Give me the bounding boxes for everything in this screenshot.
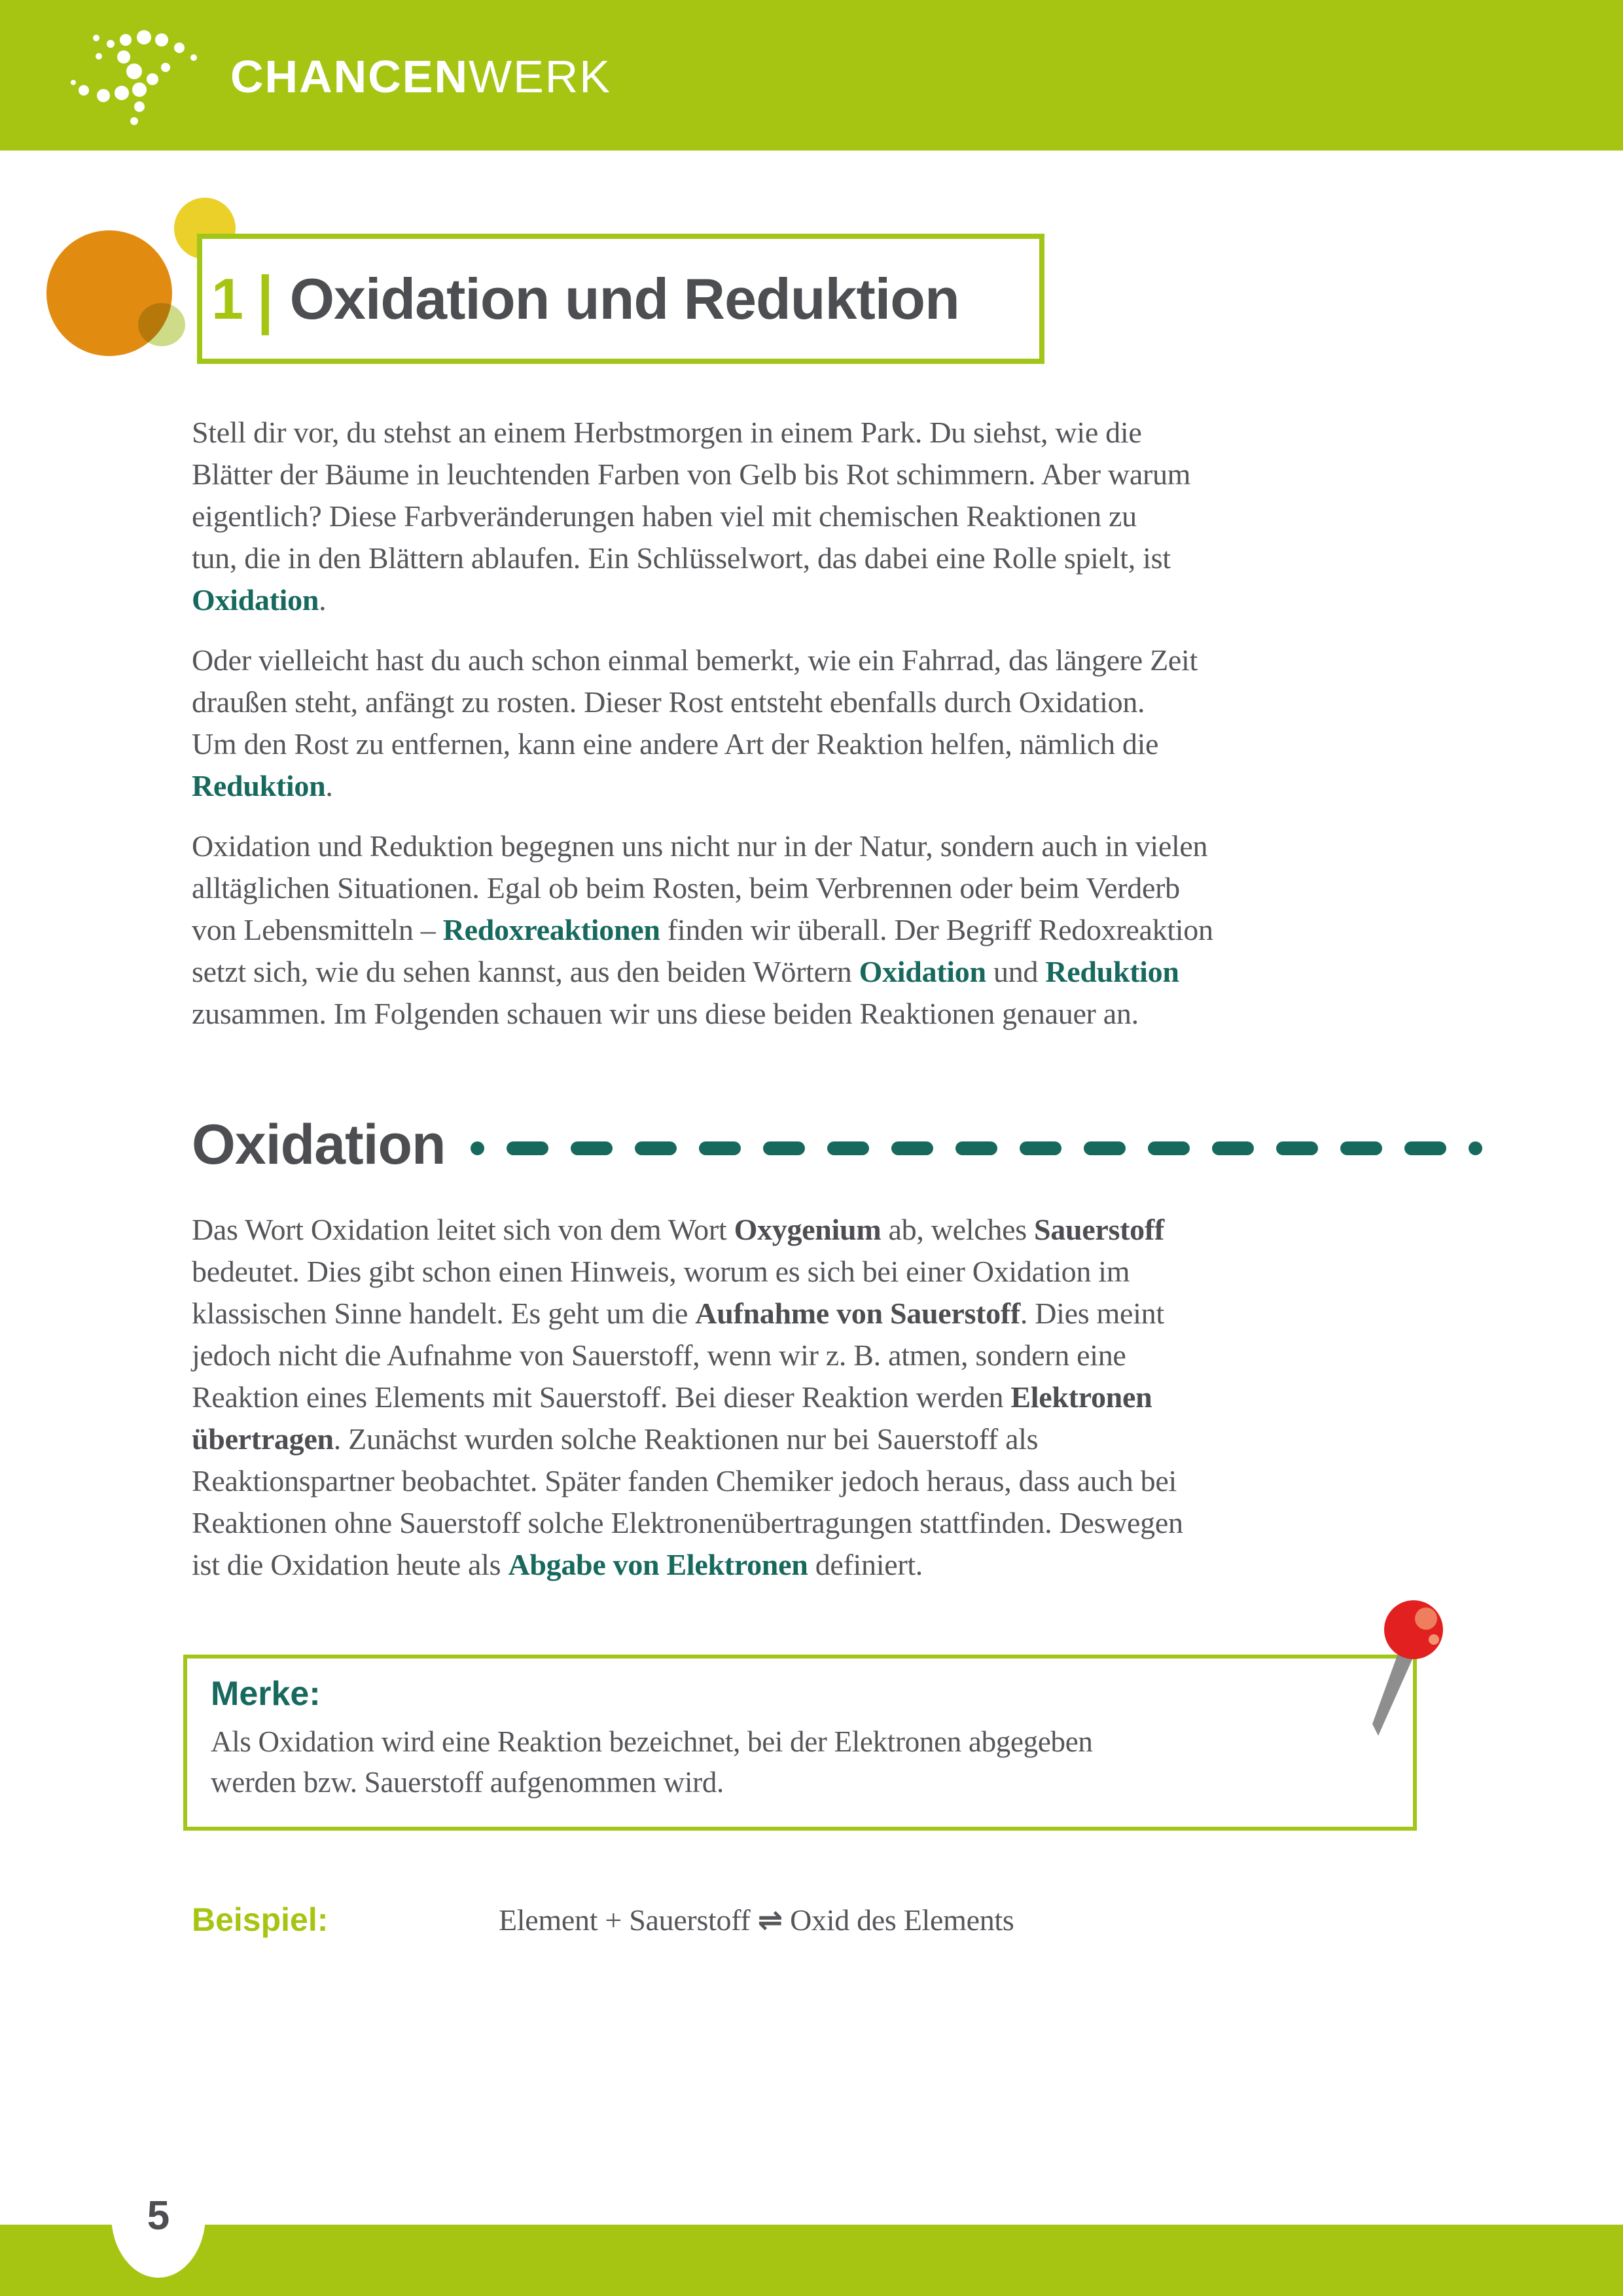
text-segment: zusammen. Im Folgenden schauen wir uns diese beiden Reaktionen genauer an. <box>192 997 1139 1030</box>
text-segment: eigentlich? Diese Farbveränderungen haben viel mit chemischen Reaktionen zu <box>192 499 1137 533</box>
chapter-separator: | <box>257 262 273 335</box>
text-segment: Oxygenium <box>734 1213 882 1246</box>
text-line <box>192 1460 1442 1502</box>
text-segment: Das Wort Oxidation leitet sich von dem Wort <box>192 1213 734 1246</box>
text-line <box>192 723 1442 765</box>
merke-label: Merke: <box>211 1675 321 1713</box>
text-line <box>192 1335 1442 1376</box>
paragraph <box>211 1721 1093 1803</box>
text-segment: draußen steht, anfängt zu rosten. Dieser Rost entsteht ebenfalls durch Oxidation. <box>192 685 1145 719</box>
text-segment: übertragen <box>192 1422 334 1456</box>
merke-box <box>183 1655 1417 1831</box>
text-line <box>192 1251 1442 1293</box>
paragraph <box>192 825 1442 1035</box>
text-segment: . <box>325 769 333 802</box>
text-segment: Blätter der Bäume in leuchtenden Farben von Gelb bis Rot schimmern. Aber warum <box>192 457 1191 491</box>
text-segment: und <box>986 955 1046 988</box>
text-line <box>192 951 1442 993</box>
header-bar <box>0 0 1623 151</box>
dashed-divider <box>471 1141 1482 1155</box>
chapter-number: 1 <box>211 266 243 331</box>
text-segment: definiert. <box>808 1548 923 1581</box>
text-line <box>192 495 1442 537</box>
text-line <box>192 765 1442 807</box>
brand-wordmark <box>230 51 611 102</box>
push-pin-icon <box>1335 1589 1472 1759</box>
text-line <box>192 454 1442 495</box>
text-segment: jedoch nicht die Aufnahme von Sauerstoff, wenn wir z. B. atmen, sondern eine <box>192 1338 1126 1372</box>
beispiel-label: Beispiel: <box>192 1901 329 1938</box>
text-segment: klassischen Sinne handelt. Es geht um die <box>192 1297 696 1330</box>
text-segment: Sauerstoff <box>1034 1213 1164 1246</box>
text-segment: Um den Rost zu entfernen, kann eine andere Art der Reaktion helfen, nämlich die <box>192 727 1159 761</box>
merke-text <box>211 1721 1093 1821</box>
paragraph <box>192 639 1442 807</box>
paragraph <box>192 1209 1442 1586</box>
lightgreen-circle-decoration <box>138 303 185 346</box>
text-segment: setzt sich, wie du sehen kannst, aus den beiden Wörtern <box>192 955 859 988</box>
beispiel-row <box>192 1897 1442 1943</box>
brand-bold: CHANCEN <box>230 51 469 102</box>
text-line <box>192 825 1442 867</box>
chapter-title-box <box>197 234 1044 364</box>
text-segment: von Lebensmitteln – <box>192 913 443 946</box>
text-line <box>192 1293 1442 1335</box>
text-segment: Reaktionspartner beobachtet. Später fanden Chemiker jedoch heraus, dass auch bei <box>192 1464 1177 1498</box>
text-segment: bedeutet. Dies gibt schon einen Hinweis, worum es sich bei einer Oxidation im <box>192 1255 1130 1288</box>
text-segment: . <box>319 583 327 617</box>
text-segment: Reaktion eines Elements mit Sauerstoff. Bei dieser Reaktion werden <box>192 1380 1011 1414</box>
text-line <box>192 639 1442 681</box>
text-segment: ist die Oxidation heute als <box>192 1548 508 1581</box>
text-line <box>192 1418 1442 1460</box>
text-segment: Elektronen <box>1010 1380 1152 1414</box>
text-segment: Oxid des Elements <box>782 1903 1014 1937</box>
text-line <box>192 909 1442 951</box>
intro-text <box>192 412 1442 1053</box>
text-segment: Reduktion <box>192 769 326 802</box>
text-segment: Oxidation <box>859 955 986 988</box>
text-segment: ab, welches <box>881 1213 1035 1246</box>
text-segment: alltäglichen Situationen. Egal ob beim Rosten, beim Verbrennen oder beim Verderb <box>192 871 1180 905</box>
chapter-title: Oxidation und Reduktion <box>289 266 959 331</box>
text-segment: . Zunächst wurden solche Reaktionen nur bei Sauerstoff als <box>333 1422 1039 1456</box>
text-segment: Redoxreaktionen <box>442 913 660 946</box>
text-segment: Als Oxidation wird eine Reaktion bezeichnet, bei der Elektronen abgegeben <box>211 1725 1093 1758</box>
text-segment: Aufnahme von Sauerstoff <box>695 1297 1020 1330</box>
text-segment: Stell dir vor, du stehst an einem Herbstmorgen in einem Park. Du siehst, wie die <box>192 416 1142 449</box>
paragraph <box>192 412 1442 621</box>
text-line <box>192 1502 1442 1544</box>
text-segment: Element + Sauerstoff <box>499 1903 758 1937</box>
text-line <box>192 867 1442 909</box>
text-segment: ⇌ <box>757 1902 783 1937</box>
text-segment: Oxidation und Reduktion begegnen uns nicht nur in der Natur, sondern auch in vielen <box>192 829 1208 863</box>
text-line <box>192 1209 1442 1251</box>
beispiel-equation <box>499 1897 1014 1939</box>
text-line <box>192 537 1442 579</box>
chancenwerk-logo-icon <box>0 0 223 144</box>
text-segment: . Dies meint <box>1020 1297 1164 1330</box>
text-line <box>211 1721 1093 1762</box>
text-line <box>192 1544 1442 1586</box>
text-line <box>211 1762 1093 1803</box>
text-segment: werden bzw. Sauerstoff aufgenommen wird. <box>211 1766 724 1799</box>
text-line <box>192 579 1442 621</box>
text-segment: tun, die in den Blättern ablaufen. Ein Schlüsselwort, das dabei eine Rolle spielt, ist <box>192 541 1171 575</box>
text-line <box>192 681 1442 723</box>
footer-bar <box>0 2225 1623 2296</box>
section-heading: Oxidation <box>192 1113 446 1176</box>
text-segment: Abgabe von Elektronen <box>508 1548 808 1581</box>
text-segment: Oxidation <box>192 583 319 617</box>
text-line <box>192 993 1442 1035</box>
text-segment: Reaktionen ohne Sauerstoff solche Elektronenübertragungen stattfinden. Deswegen <box>192 1506 1183 1539</box>
text-line <box>192 1376 1442 1418</box>
section-heading-row <box>192 1109 1442 1181</box>
text-segment: Reduktion <box>1045 955 1179 988</box>
text-segment: finden wir überall. Der Begriff Redoxreaktion <box>660 913 1213 946</box>
section-text <box>192 1209 1442 1604</box>
text-segment: Oder vielleicht hast du auch schon einmal bemerkt, wie ein Fahrrad, das längere Zeit <box>192 643 1198 677</box>
text-line <box>192 412 1442 454</box>
brand-light: WERK <box>469 51 611 102</box>
page-number: 5 <box>147 2193 170 2238</box>
